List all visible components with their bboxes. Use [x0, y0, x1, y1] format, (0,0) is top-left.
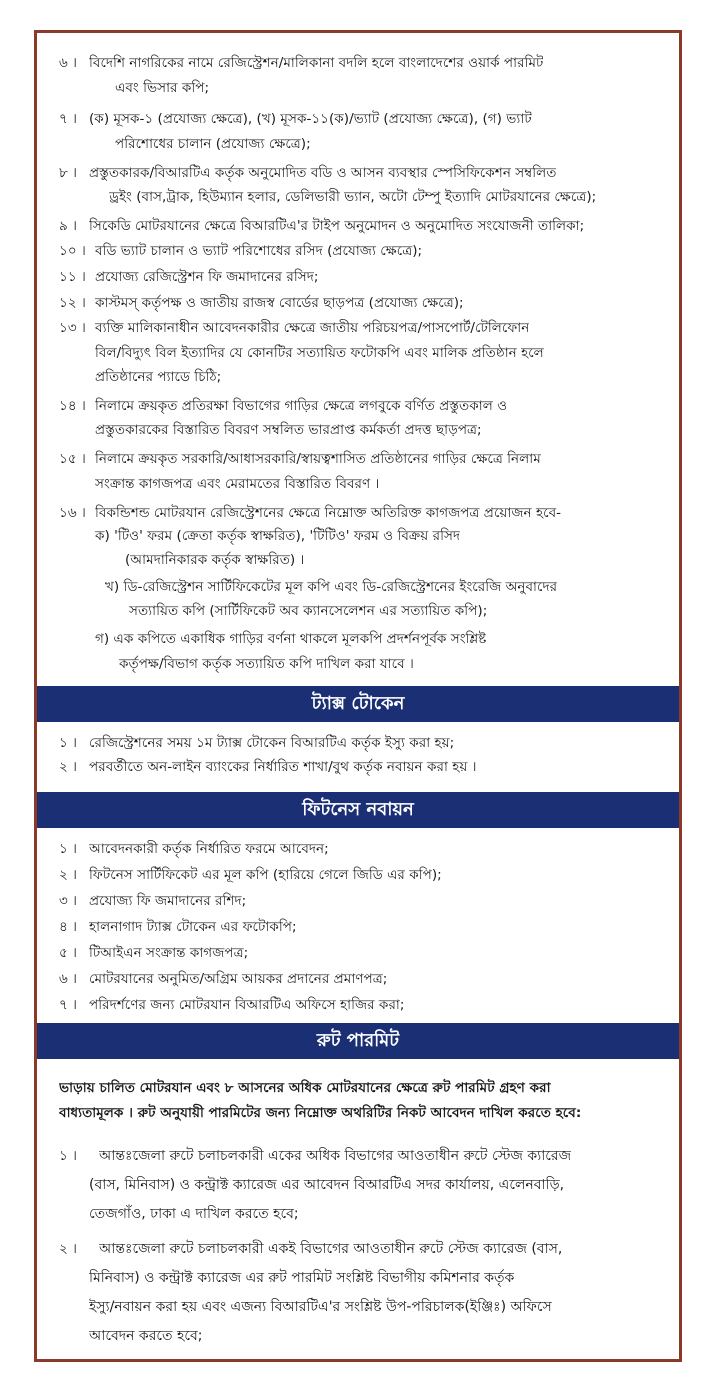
item-text: প্রযোজ্য ফি জমাদানের রশিদ; — [89, 893, 247, 909]
item-number: ২ । — [59, 759, 78, 775]
item-text: হালনাগাদ ট্যাক্স টোকেন এর ফটোকপি; — [89, 919, 297, 935]
section-title: ফিটনেস নবায়ন — [302, 799, 414, 820]
doc-item-text: নিলামে ক্রয়কৃত প্রতিরক্ষা বিভাগের গাড়ির ক্ষেত্রে লগবুকে বর্ণিত প্রস্তুতকাল ও — [95, 398, 508, 414]
doc-item-text: (ক) মূসক-১ (প্রযোজ্য ক্ষেত্রে), (খ) মূসক-১১(ক)/ভ্যাট (প্রযোজ্য ক্ষেত্রে), (গ) ভ্যাট — [89, 111, 532, 127]
route-intro-text: বাধ্যতামূলক । রুট অনুযায়ী পারমিটের জন্য নিম্নোক্ত অথরিটির নিকট আবেদন দাখিল করতে হবে: — [59, 1105, 582, 1121]
doc-item-number: ১১ । — [59, 269, 86, 285]
doc-item-text: সিকেডি মোটরযানের ক্ষেত্রে বিআরটিএ'র টাইপ অনুমোদন ও অনুমোদিত সংযোজনী তালিকা; — [89, 218, 585, 234]
doc-item-text: ড্রইং (বাস,ট্রাক, হিউম্যান হলার, ডেলিভারী ভ্যান, অটো টেম্পু ইত্যাদি মোটরযানের ক্ষেত্রে); — [109, 189, 597, 205]
item-number: ১ । — [59, 1148, 78, 1164]
item-text: আবেদনকারী কর্তৃক নির্ধারিত ফরমে আবেদন; — [89, 841, 329, 857]
item-text: টিআইএন সংক্রান্ত কাগজপত্র; — [89, 945, 249, 961]
doc-item-text: বিল/বিদ্যুৎ বিল ইত্যাদির যে কোনটির সত্যায়িত ফটোকপি এবং মালিক প্রতিষ্ঠান হলে — [95, 345, 544, 361]
doc-sub-item-text: গ) এক কপিতে একাধিক গাড়ির বর্ণনা থাকলে মূলকপি প্রদর্শনপূর্বক সংশ্লিষ্ট — [95, 631, 487, 647]
item-text: আবেদন করতে হবে; — [89, 1328, 203, 1344]
item-text: তেজগাঁও, ঢাকা এ দাখিল করতে হবে; — [89, 1206, 299, 1222]
tax-token-header — [37, 686, 679, 722]
doc-item-number: ৮ । — [59, 165, 78, 181]
page-frame — [34, 30, 682, 1362]
item-text: ফিটনেস সার্টিফিকেট এর মূল কপি (হারিয়ে গেলে জিডি এর কপি); — [89, 867, 442, 883]
item-number: ৪ । — [59, 919, 78, 935]
doc-item-text: বডি ভ্যাট চালান ও ভ্যাট পরিশোধের রসিদ (প্রযোজ্য ক্ষেত্রে); — [95, 243, 423, 259]
fitness-header — [37, 792, 679, 828]
route-permit-header — [37, 1023, 679, 1059]
doc-item-number: ১২ । — [59, 295, 86, 311]
item-number: ৭ । — [59, 997, 78, 1013]
item-text: মোটরযানের অনুমিত/অগ্রিম আয়কর প্রদানের প্রমাণপত্র; — [89, 971, 388, 987]
doc-item-number: ১৩ । — [59, 320, 86, 336]
doc-sub-item-text: ক) 'টিও' ফরম (ক্রেতা কর্তৃক স্বাক্ষরিত), 'টিটিও' ফরম ও বিক্রয় রসিদ — [95, 528, 461, 544]
doc-item-number: ৯ । — [59, 218, 78, 234]
item-number: ৫ । — [59, 945, 78, 961]
doc-item-number: ৬ । — [59, 55, 78, 71]
item-text: আন্তঃজেলা রুটে চলাচলকারী একের অধিক বিভাগের আওতাধীন রুটে স্টেজ ক্যারেজ — [99, 1148, 572, 1164]
doc-item-text: বিদেশি নাগরিকের নামে রেজিস্ট্রেশন/মালিকানা বদলি হলে বাংলাদেশের ওয়ার্ক পারমিট — [89, 55, 544, 71]
doc-item-text: নিলামে ক্রয়কৃত সরকারি/আধাসরকারি/স্বায়ত্বশাসিত প্রতিষ্ঠানের গাড়ির ক্ষেত্রে নিলাম — [95, 451, 541, 467]
doc-item-text: প্রতিষ্ঠানের প্যাডে চিঠি; — [95, 369, 222, 385]
doc-item-text: কাস্টমস্ কর্তৃপক্ষ ও জাতীয় রাজস্ব বোর্ডের ছাড়পত্র (প্রযোজ্য ক্ষেত্রে); — [95, 295, 464, 311]
item-number: ১ । — [59, 735, 78, 751]
doc-item-text: ব্যক্তি মালিকানাধীন আবেদনকারীর ক্ষেত্রে জাতীয় পরিচয়পত্র/পাসপোর্ট/টেলিফোন — [95, 320, 530, 336]
doc-item-text: প্রস্তুতকারক/বিআরটিএ কর্তৃক অনুমোদিত বডি ও আসন ব্যবস্থার স্পেসিফিকেশন সম্বলিত — [89, 165, 557, 181]
doc-item-text: এবং ভিসার কপি; — [115, 80, 210, 96]
doc-sub-item-text: সত্যায়িত কপি (সার্টিফিকেট অব ক্যানসেলেশন এর সত্যায়িত কপি); — [129, 603, 488, 619]
doc-item-text: বিকন্ডিশন্ড মোটরযান রেজিস্ট্রেশনের ক্ষেত্রে নিম্নোক্ত অতিরিক্ত কাগজপত্র প্রয়োজন হবে- — [95, 505, 562, 521]
item-text: আন্তঃজেলা রুটে চলাচলকারী একই বিভাগের আওতাধীন রুটে স্টেজ ক্যারেজ (বাস, — [99, 1241, 563, 1257]
doc-item-text: সংক্রান্ত কাগজপত্র এবং মেরামতের বিস্তারিত বিবরণ । — [95, 476, 380, 492]
item-text: রেজিস্ট্রেশনের সময় ১ম ট্যাক্স টোকেন বিআরটিএ কর্তৃক ইস্যু করা হয়; — [89, 735, 455, 751]
item-number: ৬ । — [59, 971, 78, 987]
item-number: ১ । — [59, 841, 78, 857]
route-intro-text: ভাড়ায় চালিত মোটরযান এবং ৮ আসনের অধিক মোটরযানের ক্ষেত্রে রুট পারমিট গ্রহণ করা — [59, 1080, 551, 1096]
item-text: পরিদর্শণের জন্য মোটরযান বিআরটিএ অফিসে হাজির করা; — [89, 997, 405, 1013]
item-number: ৩ । — [59, 893, 78, 909]
doc-item-number: ১০ । — [59, 243, 86, 259]
section-title: রুট পারমিট — [316, 1030, 400, 1051]
doc-item-text: প্রযোজ্য রেজিস্ট্রেশন ফি জমাদানের রসিদ; — [95, 269, 319, 285]
item-text: মিনিবাস) ও কন্ট্রাক্ট ক্যারেজ এর রুট পারমিট সংশ্লিষ্ট বিভাগীয় কমিশনার কর্তৃক — [89, 1270, 515, 1286]
item-number: ২ । — [59, 1241, 78, 1257]
doc-item-text: পরিশোধের চালান (প্রযোজ্য ক্ষেত্রে); — [115, 136, 311, 152]
doc-sub-item-text: খ) ডি-রেজিস্ট্রেশন সার্টিফিকেটের মূল কপি এবং ডি-রেজিস্ট্রেশনের ইংরেজি অনুবাদের — [105, 579, 558, 595]
item-text: (বাস, মিনিবাস) ও কন্ট্রাক্ট ক্যারেজ এর আবেদন বিআরটিএ সদর কার্যালয়, এলেনবাড়ি, — [89, 1177, 565, 1193]
doc-item-number: ১৫ । — [59, 451, 86, 467]
doc-sub-item-text: (আমদানিকারক কর্তৃক স্বাক্ষরিত) । — [125, 552, 305, 568]
item-text: পরবর্তীতে অন-লাইন ব্যাংকের নির্ধারিত শাখা/বুথ কর্তৃক নবায়ন করা হয় । — [89, 759, 477, 775]
doc-item-number: ১৬ । — [59, 505, 86, 521]
section-title: ট্যাক্স টোকেন — [311, 693, 405, 714]
doc-item-text: প্রস্তুতকারকের বিস্তারিত বিবরণ সম্বলিত ভারপ্রাপ্ত কর্মকর্তা প্রদত্ত ছাড়পত্র; — [95, 422, 482, 438]
doc-item-number: ১৪ । — [59, 398, 86, 414]
documents-section — [37, 33, 679, 683]
item-number: ২ । — [59, 867, 78, 883]
doc-sub-item-text: কর্তৃপক্ষ/বিভাগ কর্তৃক সত্যায়িত কপি দাখিল করা যাবে । — [119, 656, 414, 672]
doc-item-number: ৭ । — [59, 111, 78, 127]
item-text: ইস্যু/নবায়ন করা হয় এবং এজন্য বিআরটিএ'র সংশ্লিষ্ট উপ-পরিচালক(ইঞ্জিঃ) অফিসে — [89, 1299, 552, 1315]
